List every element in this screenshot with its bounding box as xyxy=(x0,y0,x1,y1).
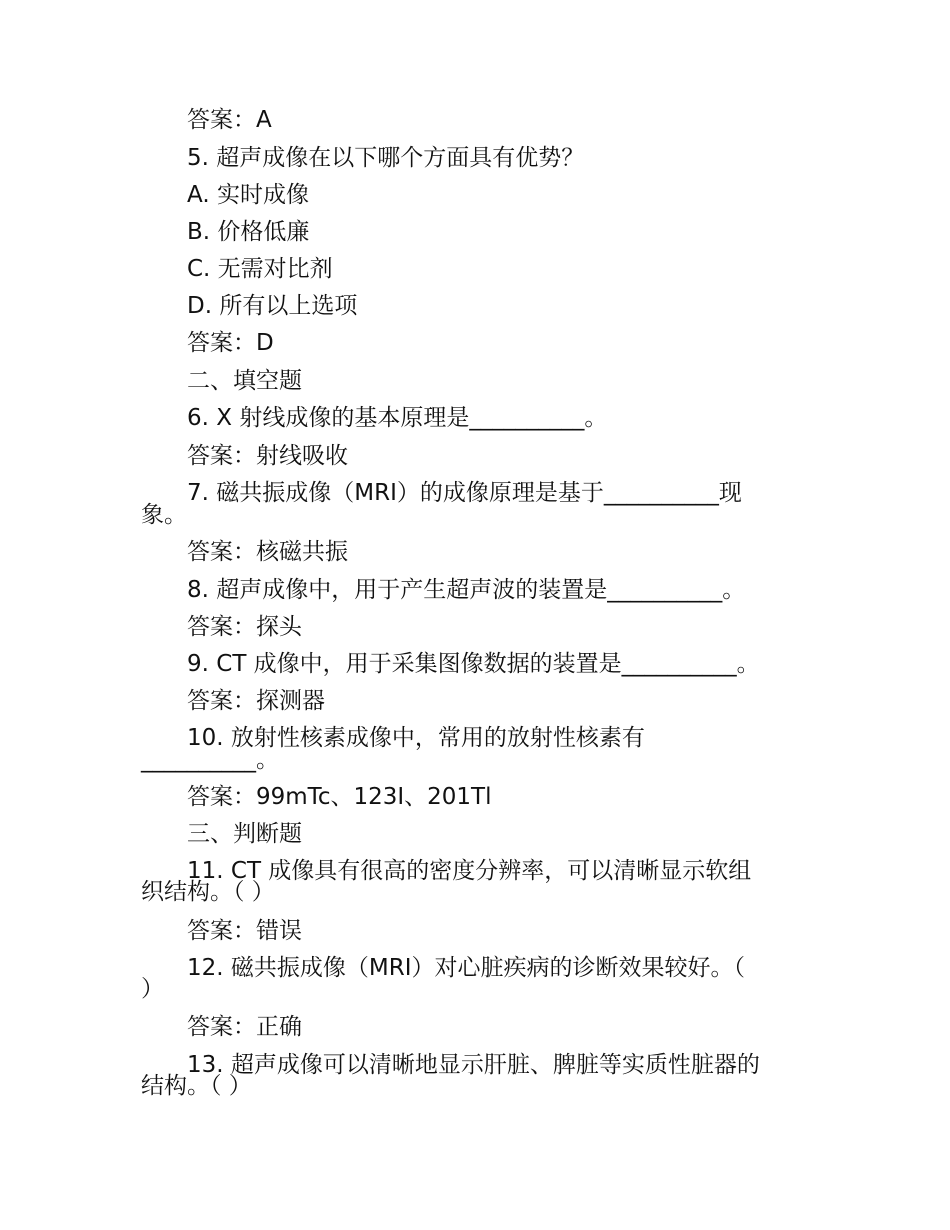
question-9: 9. CT 成像中，用于采集图像数据的装置是__________。 xyxy=(187,651,760,677)
question-11-continued: 织结构。（ ） xyxy=(141,879,275,905)
option-a: A. 实时成像 xyxy=(187,182,309,208)
question-7-continued: 象。 xyxy=(141,502,187,528)
answer-7: 答案：核磁共振 xyxy=(187,539,348,565)
question-11: 11. CT 成像具有很高的密度分辨率，可以清晰显示软组 xyxy=(187,858,752,884)
question-5: 5. 超声成像在以下哪个方面具有优势？ xyxy=(187,145,585,171)
section-heading-true-false: 三、判断题 xyxy=(187,821,302,847)
answer-5: 答案：D xyxy=(187,330,274,356)
question-7: 7. 磁共振成像（MRI）的成像原理是基于__________现 xyxy=(187,480,742,506)
option-d: D. 所有以上选项 xyxy=(187,293,358,319)
question-12-continued: ） xyxy=(141,976,164,1002)
question-13: 13. 超声成像可以清晰地显示肝脏、脾脏等实质性脏器的 xyxy=(187,1052,760,1078)
question-6: 6. X 射线成像的基本原理是__________。 xyxy=(187,405,608,431)
option-b: B. 价格低廉 xyxy=(187,219,310,245)
question-12: 12. 磁共振成像（MRI）对心脏疾病的诊断效果较好。（ xyxy=(187,955,745,981)
answer-8: 答案：探头 xyxy=(187,614,302,640)
question-8: 8. 超声成像中，用于产生超声波的装置是__________。 xyxy=(187,577,746,603)
answer-12: 答案：正确 xyxy=(187,1014,302,1040)
question-10: 10. 放射性核素成像中，常用的放射性核素有 xyxy=(187,725,645,751)
answer-4: 答案：A xyxy=(187,107,272,133)
option-c: C. 无需对比剂 xyxy=(187,256,333,282)
answer-10: 答案：99mTc、123I、201Tl xyxy=(187,784,492,810)
question-13-continued: 结构。（ ） xyxy=(141,1073,252,1099)
question-10-continued: __________。 xyxy=(141,747,279,773)
answer-6: 答案：射线吸收 xyxy=(187,443,348,469)
answer-9: 答案：探测器 xyxy=(187,688,325,714)
answer-11: 答案：错误 xyxy=(187,918,302,944)
section-heading-fill-in: 二、填空题 xyxy=(187,368,302,394)
